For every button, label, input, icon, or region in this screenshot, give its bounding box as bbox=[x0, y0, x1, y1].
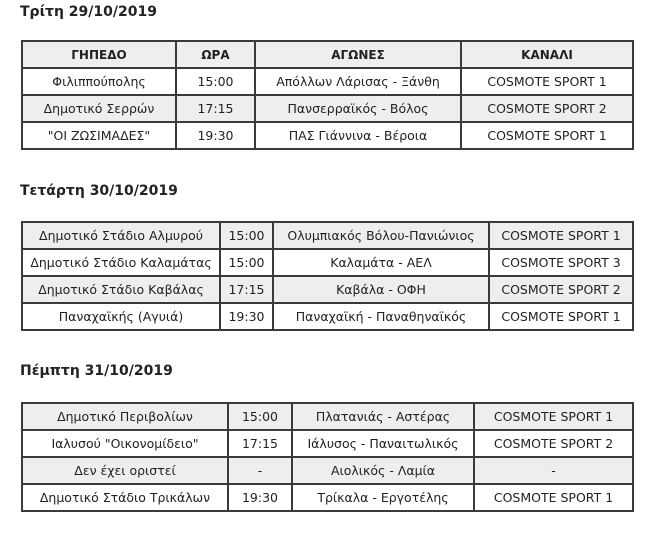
match-cell: Καλαμάτα - ΑΕΛ bbox=[273, 249, 489, 276]
venue-cell: Παναχαϊκής (Αγυιά) bbox=[22, 303, 220, 330]
match-cell: Ολυμπιακός Βόλου-Πανιώνιος bbox=[273, 222, 489, 249]
day-heading-thursday: Πέμπτη 31/10/2019 bbox=[20, 363, 173, 379]
table-header-row bbox=[22, 41, 633, 68]
match-cell: Τρίκαλα - Εργοτέλης bbox=[292, 484, 474, 511]
match-cell: Πανσερραϊκός - Βόλος bbox=[255, 95, 461, 122]
channel-cell: COSMOTE SPORT 2 bbox=[461, 95, 633, 122]
channel-cell: COSMOTE SPORT 1 bbox=[489, 222, 633, 249]
match-cell: Ιάλυσος - Παναιτωλικός bbox=[292, 430, 474, 457]
column-header-venue: ΓΗΠΕΔΟ bbox=[22, 41, 176, 68]
match-cell: Παναχαϊκή - Παναθηναϊκός bbox=[273, 303, 489, 330]
table-row bbox=[22, 303, 633, 330]
time-cell: 17:15 bbox=[220, 276, 273, 303]
column-header-matches: ΑΓΩΝΕΣ bbox=[255, 41, 461, 68]
table-row bbox=[22, 484, 633, 511]
table-row bbox=[22, 457, 633, 484]
schedule-table-wednesday bbox=[21, 221, 634, 331]
channel-cell: COSMOTE SPORT 1 bbox=[474, 484, 633, 511]
channel-cell: COSMOTE SPORT 1 bbox=[489, 303, 633, 330]
channel-cell: COSMOTE SPORT 2 bbox=[474, 430, 633, 457]
venue-cell: "ΟΙ ΖΩΣΙΜΑΔΕΣ" bbox=[22, 122, 176, 149]
match-cell: Απόλλων Λάρισας - Ξάνθη bbox=[255, 68, 461, 95]
channel-cell: COSMOTE SPORT 1 bbox=[474, 403, 633, 430]
venue-cell: Δημοτικό Στάδιο Τρικάλων bbox=[22, 484, 228, 511]
match-cell: Αιολικός - Λαμία bbox=[292, 457, 474, 484]
channel-cell: COSMOTE SPORT 3 bbox=[489, 249, 633, 276]
table-row bbox=[22, 249, 633, 276]
time-cell: 15:00 bbox=[176, 68, 255, 95]
table-row bbox=[22, 430, 633, 457]
column-header-channel: ΚΑΝΑΛΙ bbox=[461, 41, 633, 68]
channel-cell: COSMOTE SPORT 1 bbox=[461, 122, 633, 149]
time-cell: 15:00 bbox=[228, 403, 292, 430]
match-cell: ΠΑΣ Γιάννινα - Βέροια bbox=[255, 122, 461, 149]
day-heading-tuesday: Τρίτη 29/10/2019 bbox=[20, 4, 157, 20]
time-cell: 19:30 bbox=[220, 303, 273, 330]
table-row bbox=[22, 403, 633, 430]
schedule-table-thursday bbox=[21, 402, 634, 512]
venue-cell: Ιαλυσού "Οικονομίδειο" bbox=[22, 430, 228, 457]
venue-cell: Δημοτικό Στάδιο Καβάλας bbox=[22, 276, 220, 303]
table-row bbox=[22, 122, 633, 149]
venue-cell: Δημοτικό Στάδιο Καλαμάτας bbox=[22, 249, 220, 276]
day-heading-wednesday: Τετάρτη 30/10/2019 bbox=[20, 183, 178, 199]
table-row bbox=[22, 276, 633, 303]
venue-cell: Φιλιππούπολης bbox=[22, 68, 176, 95]
time-cell: 19:30 bbox=[228, 484, 292, 511]
venue-cell: Δημοτικό Σερρών bbox=[22, 95, 176, 122]
time-cell: 15:00 bbox=[220, 249, 273, 276]
table-row bbox=[22, 222, 633, 249]
time-cell: 19:30 bbox=[176, 122, 255, 149]
channel-cell: - bbox=[474, 457, 633, 484]
venue-cell: Δημοτικό Στάδιο Αλμυρού bbox=[22, 222, 220, 249]
table-row bbox=[22, 68, 633, 95]
match-cell: Πλατανιάς - Αστέρας bbox=[292, 403, 474, 430]
time-cell: 15:00 bbox=[220, 222, 273, 249]
table-row bbox=[22, 95, 633, 122]
schedule-table-tuesday bbox=[21, 40, 634, 150]
venue-cell: Δημοτικό Περιβολίων bbox=[22, 403, 228, 430]
time-cell: 17:15 bbox=[176, 95, 255, 122]
match-cell: Καβάλα - ΟΦΗ bbox=[273, 276, 489, 303]
channel-cell: COSMOTE SPORT 1 bbox=[461, 68, 633, 95]
time-cell: 17:15 bbox=[228, 430, 292, 457]
venue-cell: Δεν έχει οριστεί bbox=[22, 457, 228, 484]
channel-cell: COSMOTE SPORT 2 bbox=[489, 276, 633, 303]
column-header-time: ΩΡΑ bbox=[176, 41, 255, 68]
time-cell: - bbox=[228, 457, 292, 484]
